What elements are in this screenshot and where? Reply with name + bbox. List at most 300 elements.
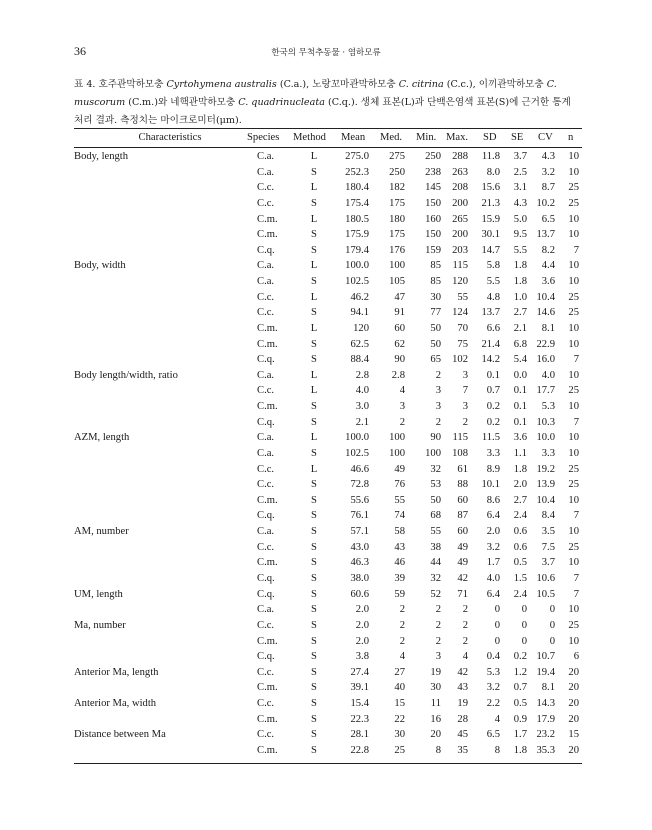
sd-cell: 8.0 <box>486 166 500 178</box>
sd-cell: 10.1 <box>481 479 500 491</box>
min-cell: 3 <box>435 651 441 663</box>
se-cell: 2.4 <box>513 510 527 522</box>
se-cell: 3.7 <box>513 151 527 162</box>
se-cell: 0.5 <box>513 557 527 569</box>
method-cell: L <box>310 260 318 272</box>
n-cell: 6 <box>573 651 579 663</box>
median-cell: 100 <box>389 432 405 444</box>
n-cell: 7 <box>573 588 579 600</box>
max-cell: 61 <box>457 463 468 475</box>
method-cell: S <box>311 557 317 569</box>
species-cell: C.a. <box>257 369 275 381</box>
se-cell: 2.7 <box>513 307 527 319</box>
table-row <box>0 462 652 478</box>
species-cell: C.c. <box>257 541 275 553</box>
se-cell: 0 <box>521 635 527 647</box>
method-cell: S <box>311 682 317 694</box>
sd-cell: 5.5 <box>486 276 500 288</box>
method-cell: L <box>310 182 318 194</box>
n-cell: 10 <box>568 369 579 381</box>
mean-cell: 2.8 <box>355 369 369 381</box>
max-cell: 88 <box>457 479 468 491</box>
table-row <box>0 368 652 384</box>
median-cell: 47 <box>394 291 405 303</box>
median-cell: 100 <box>389 447 405 459</box>
sd-cell: 8.9 <box>486 463 500 475</box>
cv-cell: 19.4 <box>536 666 555 678</box>
se-cell: 1.8 <box>513 463 527 475</box>
table-row <box>0 180 652 196</box>
min-cell: 238 <box>425 166 441 178</box>
max-cell: 70 <box>457 322 468 334</box>
se-cell: 0.9 <box>513 713 527 725</box>
header-med: Med. <box>380 132 403 143</box>
min-cell: 77 <box>430 307 441 319</box>
cv-cell: 0 <box>549 619 555 631</box>
cv-cell: 10.7 <box>536 651 555 663</box>
median-cell: 2 <box>399 416 405 428</box>
min-cell: 50 <box>430 494 441 506</box>
table-row <box>0 149 652 165</box>
species-cell: C.m. <box>257 635 278 647</box>
median-cell: 55 <box>394 494 405 506</box>
mean-cell: 179.4 <box>345 244 369 256</box>
se-cell: 1.7 <box>513 729 527 741</box>
se-cell: 2.4 <box>513 588 527 600</box>
species-cell: C.m. <box>257 229 278 241</box>
mean-cell: 28.1 <box>350 729 369 741</box>
median-cell: 74 <box>394 510 405 522</box>
species-cell: C.c. <box>257 385 275 397</box>
table-header-rule <box>74 147 582 148</box>
table-row <box>0 446 652 462</box>
median-cell: 76 <box>394 479 405 491</box>
caption-text: 표 4. 호주관막하모충 <box>74 79 167 90</box>
n-cell: 10 <box>568 260 579 272</box>
characteristic-cell: Anterior Ma, length <box>74 666 159 678</box>
table-row <box>0 555 652 571</box>
median-cell: 39 <box>394 573 405 584</box>
method-cell: S <box>311 244 317 256</box>
header-min: Min. <box>416 132 437 143</box>
median-cell: 49 <box>394 463 405 475</box>
min-cell: 150 <box>425 229 441 241</box>
sd-cell: 15.6 <box>481 182 500 194</box>
species-cell: C.q. <box>257 510 275 522</box>
method-cell: S <box>311 354 317 366</box>
min-cell: 53 <box>430 479 441 491</box>
running-head: 한국의 무척추동물 · 염하모류 <box>271 48 381 58</box>
min-cell: 30 <box>430 682 441 694</box>
n-cell: 7 <box>573 510 579 522</box>
species-cell: C.a. <box>257 604 275 616</box>
method-cell: S <box>311 307 317 319</box>
sd-cell: 11.5 <box>481 432 500 444</box>
se-cell: 6.8 <box>513 338 527 350</box>
n-cell: 7 <box>573 416 579 428</box>
se-cell: 1.8 <box>513 744 527 756</box>
max-cell: 42 <box>457 573 468 584</box>
n-cell: 10 <box>568 229 579 241</box>
table-row <box>0 399 652 415</box>
table-row <box>0 743 652 759</box>
table-row <box>0 430 652 446</box>
sd-cell: 0 <box>494 619 500 631</box>
median-cell: 2 <box>399 619 405 631</box>
min-cell: 3 <box>435 401 441 413</box>
species-cell: C.q. <box>257 651 275 663</box>
n-cell: 25 <box>568 463 579 475</box>
se-cell: 0.6 <box>513 541 527 553</box>
min-cell: 250 <box>425 151 441 162</box>
n-cell: 10 <box>568 526 579 538</box>
cv-cell: 3.5 <box>541 526 555 538</box>
n-cell: 20 <box>568 666 579 678</box>
mean-cell: 175.9 <box>345 229 369 241</box>
mean-cell: 4.0 <box>355 385 369 397</box>
se-cell: 3.6 <box>513 432 527 444</box>
method-cell: S <box>311 666 317 678</box>
se-cell: 9.5 <box>513 229 527 241</box>
cv-cell: 8.1 <box>541 682 555 694</box>
header-characteristics: Characteristics <box>138 132 202 143</box>
sd-cell: 6.6 <box>486 322 500 334</box>
cv-cell: 7.5 <box>541 541 555 553</box>
cv-cell: 13.7 <box>536 229 555 241</box>
max-cell: 288 <box>452 151 468 162</box>
species-cell: C.a. <box>257 260 275 272</box>
method-cell: S <box>311 401 317 413</box>
cv-cell: 10.2 <box>536 197 555 209</box>
species-name: C. citrina <box>398 79 444 90</box>
max-cell: 265 <box>452 213 468 225</box>
sd-cell: 8 <box>494 744 500 756</box>
cv-cell: 19.2 <box>536 463 555 475</box>
n-cell: 25 <box>568 291 579 303</box>
median-cell: 4 <box>399 385 405 397</box>
cv-cell: 0 <box>549 604 555 616</box>
min-cell: 44 <box>430 557 441 569</box>
method-cell: S <box>311 526 317 538</box>
median-cell: 30 <box>394 729 405 741</box>
header-method: Method <box>293 132 326 143</box>
se-cell: 3.1 <box>513 182 527 194</box>
min-cell: 2 <box>435 635 441 647</box>
method-cell: L <box>310 213 318 225</box>
n-cell: 10 <box>568 557 579 569</box>
header-species: Species <box>247 132 280 143</box>
mean-cell: 46.6 <box>350 463 369 475</box>
table-row <box>0 524 652 540</box>
species-cell: C.q. <box>257 354 275 366</box>
median-cell: 182 <box>389 182 405 194</box>
median-cell: 90 <box>394 354 405 366</box>
cv-cell: 13.9 <box>536 479 555 491</box>
mean-cell: 100.0 <box>345 432 369 444</box>
max-cell: 203 <box>452 244 468 256</box>
characteristic-cell: AM, number <box>74 526 129 538</box>
n-cell: 7 <box>573 244 579 256</box>
characteristic-cell: Ma, number <box>74 619 126 631</box>
mean-cell: 3.0 <box>355 401 369 413</box>
characteristic-cell: Body length/width, ratio <box>74 369 178 381</box>
species-cell: C.m. <box>257 213 278 225</box>
species-cell: C.m. <box>257 338 278 350</box>
min-cell: 65 <box>430 354 441 366</box>
se-cell: 2.0 <box>513 479 527 491</box>
se-cell: 2.1 <box>513 322 527 334</box>
n-cell: 10 <box>568 401 579 413</box>
se-cell: 2.5 <box>513 166 527 178</box>
max-cell: 108 <box>452 447 468 459</box>
n-cell: 10 <box>568 432 579 444</box>
method-cell: S <box>311 197 317 209</box>
mean-cell: 39.1 <box>350 682 369 694</box>
species-cell: C.a. <box>257 447 275 459</box>
method-cell: S <box>311 651 317 663</box>
species-cell: C.c. <box>257 479 275 491</box>
method-cell: S <box>311 447 317 459</box>
max-cell: 102 <box>452 354 468 366</box>
n-cell: 10 <box>568 276 579 288</box>
n-cell: 10 <box>568 338 579 350</box>
cv-cell: 6.5 <box>541 213 555 225</box>
min-cell: 2 <box>435 369 441 381</box>
cv-cell: 14.3 <box>536 698 555 710</box>
sd-cell: 21.3 <box>481 197 500 209</box>
cv-cell: 10.4 <box>536 291 555 303</box>
n-cell: 25 <box>568 479 579 491</box>
method-cell: S <box>311 338 317 350</box>
n-cell: 10 <box>568 151 579 162</box>
cv-cell: 8.1 <box>541 322 555 334</box>
species-name: Cyrtohymena australis <box>166 79 277 90</box>
median-cell: 2 <box>399 604 405 616</box>
sd-cell: 4.0 <box>486 573 500 584</box>
sd-cell: 14.7 <box>481 244 500 256</box>
characteristic-cell: Body, length <box>74 151 129 162</box>
max-cell: 2 <box>462 619 468 631</box>
mean-cell: 102.5 <box>345 276 369 288</box>
n-cell: 20 <box>568 744 579 756</box>
caption-line-3: 처리 결과. 측정치는 마이크로미터(μm). <box>74 115 242 126</box>
max-cell: 208 <box>452 182 468 194</box>
min-cell: 38 <box>430 541 441 553</box>
sd-cell: 3.2 <box>486 682 500 694</box>
mean-cell: 46.2 <box>350 291 369 303</box>
n-cell: 10 <box>568 213 579 225</box>
cv-cell: 8.7 <box>541 182 555 194</box>
sd-cell: 3.3 <box>486 447 500 459</box>
median-cell: 3 <box>399 401 405 413</box>
se-cell: 1.2 <box>513 666 527 678</box>
max-cell: 71 <box>457 588 468 600</box>
table-row <box>0 383 652 399</box>
caption-line-1 <box>74 76 582 94</box>
cv-cell: 16.0 <box>536 354 555 366</box>
species-cell: C.a. <box>257 166 275 178</box>
se-cell: 0.1 <box>513 385 527 397</box>
median-cell: 250 <box>389 166 405 178</box>
se-cell: 5.5 <box>513 244 527 256</box>
page-number: 36 <box>74 44 86 58</box>
n-cell: 25 <box>568 182 579 194</box>
method-cell: L <box>310 369 318 381</box>
median-cell: 175 <box>389 197 405 209</box>
se-cell: 1.8 <box>513 276 527 288</box>
min-cell: 90 <box>430 432 441 444</box>
min-cell: 3 <box>435 385 441 397</box>
mean-cell: 88.4 <box>350 354 369 366</box>
cv-cell: 3.2 <box>541 166 555 178</box>
characteristic-cell: Body, width <box>74 260 126 272</box>
min-cell: 19 <box>430 666 441 678</box>
median-cell: 176 <box>389 244 405 256</box>
mean-cell: 2.0 <box>355 635 369 647</box>
table-row <box>0 680 652 696</box>
min-cell: 52 <box>430 588 441 600</box>
min-cell: 8 <box>435 744 441 756</box>
cv-cell: 10.6 <box>536 573 555 584</box>
se-cell: 2.7 <box>513 494 527 506</box>
table-row <box>0 212 652 228</box>
sd-cell: 6.4 <box>486 588 500 600</box>
mean-cell: 72.8 <box>350 479 369 491</box>
mean-cell: 100.0 <box>345 260 369 272</box>
max-cell: 263 <box>452 166 468 178</box>
min-cell: 85 <box>430 260 441 272</box>
max-cell: 200 <box>452 197 468 209</box>
header-sd: SD <box>483 132 497 143</box>
n-cell: 20 <box>568 713 579 725</box>
cv-cell: 10.0 <box>536 432 555 444</box>
cv-cell: 22.9 <box>536 338 555 350</box>
se-cell: 0 <box>521 619 527 631</box>
species-cell: C.m. <box>257 557 278 569</box>
table-row <box>0 337 652 353</box>
sd-cell: 15.9 <box>481 213 500 225</box>
cv-cell: 4.3 <box>541 151 555 162</box>
species-cell: C.c. <box>257 182 275 194</box>
method-cell: L <box>310 322 318 334</box>
method-cell: S <box>311 229 317 241</box>
n-cell: 15 <box>568 729 579 741</box>
median-cell: 60 <box>394 322 405 334</box>
max-cell: 55 <box>457 291 468 303</box>
min-cell: 159 <box>425 244 441 256</box>
caption-line-2 <box>74 94 582 112</box>
mean-cell: 22.3 <box>350 713 369 725</box>
cv-cell: 3.6 <box>541 276 555 288</box>
min-cell: 50 <box>430 338 441 350</box>
sd-cell: 0.2 <box>486 416 500 428</box>
sd-cell: 0 <box>494 635 500 647</box>
header-cv: CV <box>538 132 553 143</box>
max-cell: 45 <box>457 729 468 741</box>
table-row <box>0 634 652 650</box>
max-cell: 43 <box>457 682 468 694</box>
header-se: SE <box>511 132 524 143</box>
sd-cell: 30.1 <box>481 229 500 241</box>
max-cell: 3 <box>462 369 468 381</box>
table-row <box>0 477 652 493</box>
min-cell: 68 <box>430 510 441 522</box>
species-cell: C.a. <box>257 526 275 538</box>
table-caption <box>74 76 582 130</box>
species-cell: C.a. <box>257 151 275 162</box>
characteristic-cell: UM, length <box>74 588 123 600</box>
max-cell: 35 <box>457 744 468 756</box>
species-cell: C.a. <box>257 276 275 288</box>
sd-cell: 11.8 <box>481 151 500 162</box>
cv-cell: 3.7 <box>541 557 555 569</box>
mean-cell: 180.4 <box>345 182 369 194</box>
mean-cell: 2.0 <box>355 604 369 616</box>
caption-text: (C.m.)와 네핵관막하모충 <box>125 97 239 108</box>
max-cell: 2 <box>462 416 468 428</box>
method-cell: S <box>311 541 317 553</box>
species-cell: C.c. <box>257 307 275 319</box>
method-cell: S <box>311 713 317 725</box>
min-cell: 100 <box>425 447 441 459</box>
mean-cell: 46.3 <box>350 557 369 569</box>
table-row <box>0 305 652 321</box>
min-cell: 145 <box>425 182 441 194</box>
median-cell: 46 <box>394 557 405 569</box>
species-cell: C.c. <box>257 619 275 631</box>
n-cell: 10 <box>568 322 579 334</box>
species-cell: C.m. <box>257 494 278 506</box>
max-cell: 28 <box>457 713 468 725</box>
max-cell: 115 <box>452 260 468 272</box>
cv-cell: 10.4 <box>536 494 555 506</box>
sd-cell: 8.6 <box>486 494 500 506</box>
method-cell: S <box>311 588 317 600</box>
n-cell: 20 <box>568 682 579 694</box>
min-cell: 2 <box>435 604 441 616</box>
mean-cell: 27.4 <box>350 666 369 678</box>
min-cell: 55 <box>430 526 441 538</box>
sd-cell: 0 <box>494 604 500 616</box>
method-cell: S <box>311 510 317 522</box>
sd-cell: 5.8 <box>486 260 500 272</box>
max-cell: 60 <box>457 526 468 538</box>
median-cell: 175 <box>389 229 405 241</box>
cv-cell: 23.2 <box>536 729 555 741</box>
species-name: C. <box>546 79 557 90</box>
method-cell: L <box>310 463 318 475</box>
sd-cell: 4 <box>494 713 500 725</box>
min-cell: 30 <box>430 291 441 303</box>
table-row <box>0 274 652 290</box>
table-row <box>0 227 652 243</box>
sd-cell: 0.4 <box>486 651 500 663</box>
cv-cell: 35.3 <box>536 744 555 756</box>
table-row <box>0 571 652 587</box>
median-cell: 43 <box>394 541 405 553</box>
mean-cell: 15.4 <box>350 698 369 710</box>
species-cell: C.m. <box>257 682 278 694</box>
se-cell: 5.0 <box>513 213 527 225</box>
cv-cell: 4.4 <box>541 260 555 272</box>
median-cell: 4 <box>399 651 405 663</box>
method-cell: L <box>310 385 318 397</box>
method-cell: S <box>311 479 317 491</box>
n-cell: 7 <box>573 573 579 584</box>
mean-cell: 180.5 <box>345 213 369 225</box>
sd-cell: 6.5 <box>486 729 500 741</box>
median-cell: 180 <box>389 213 405 225</box>
